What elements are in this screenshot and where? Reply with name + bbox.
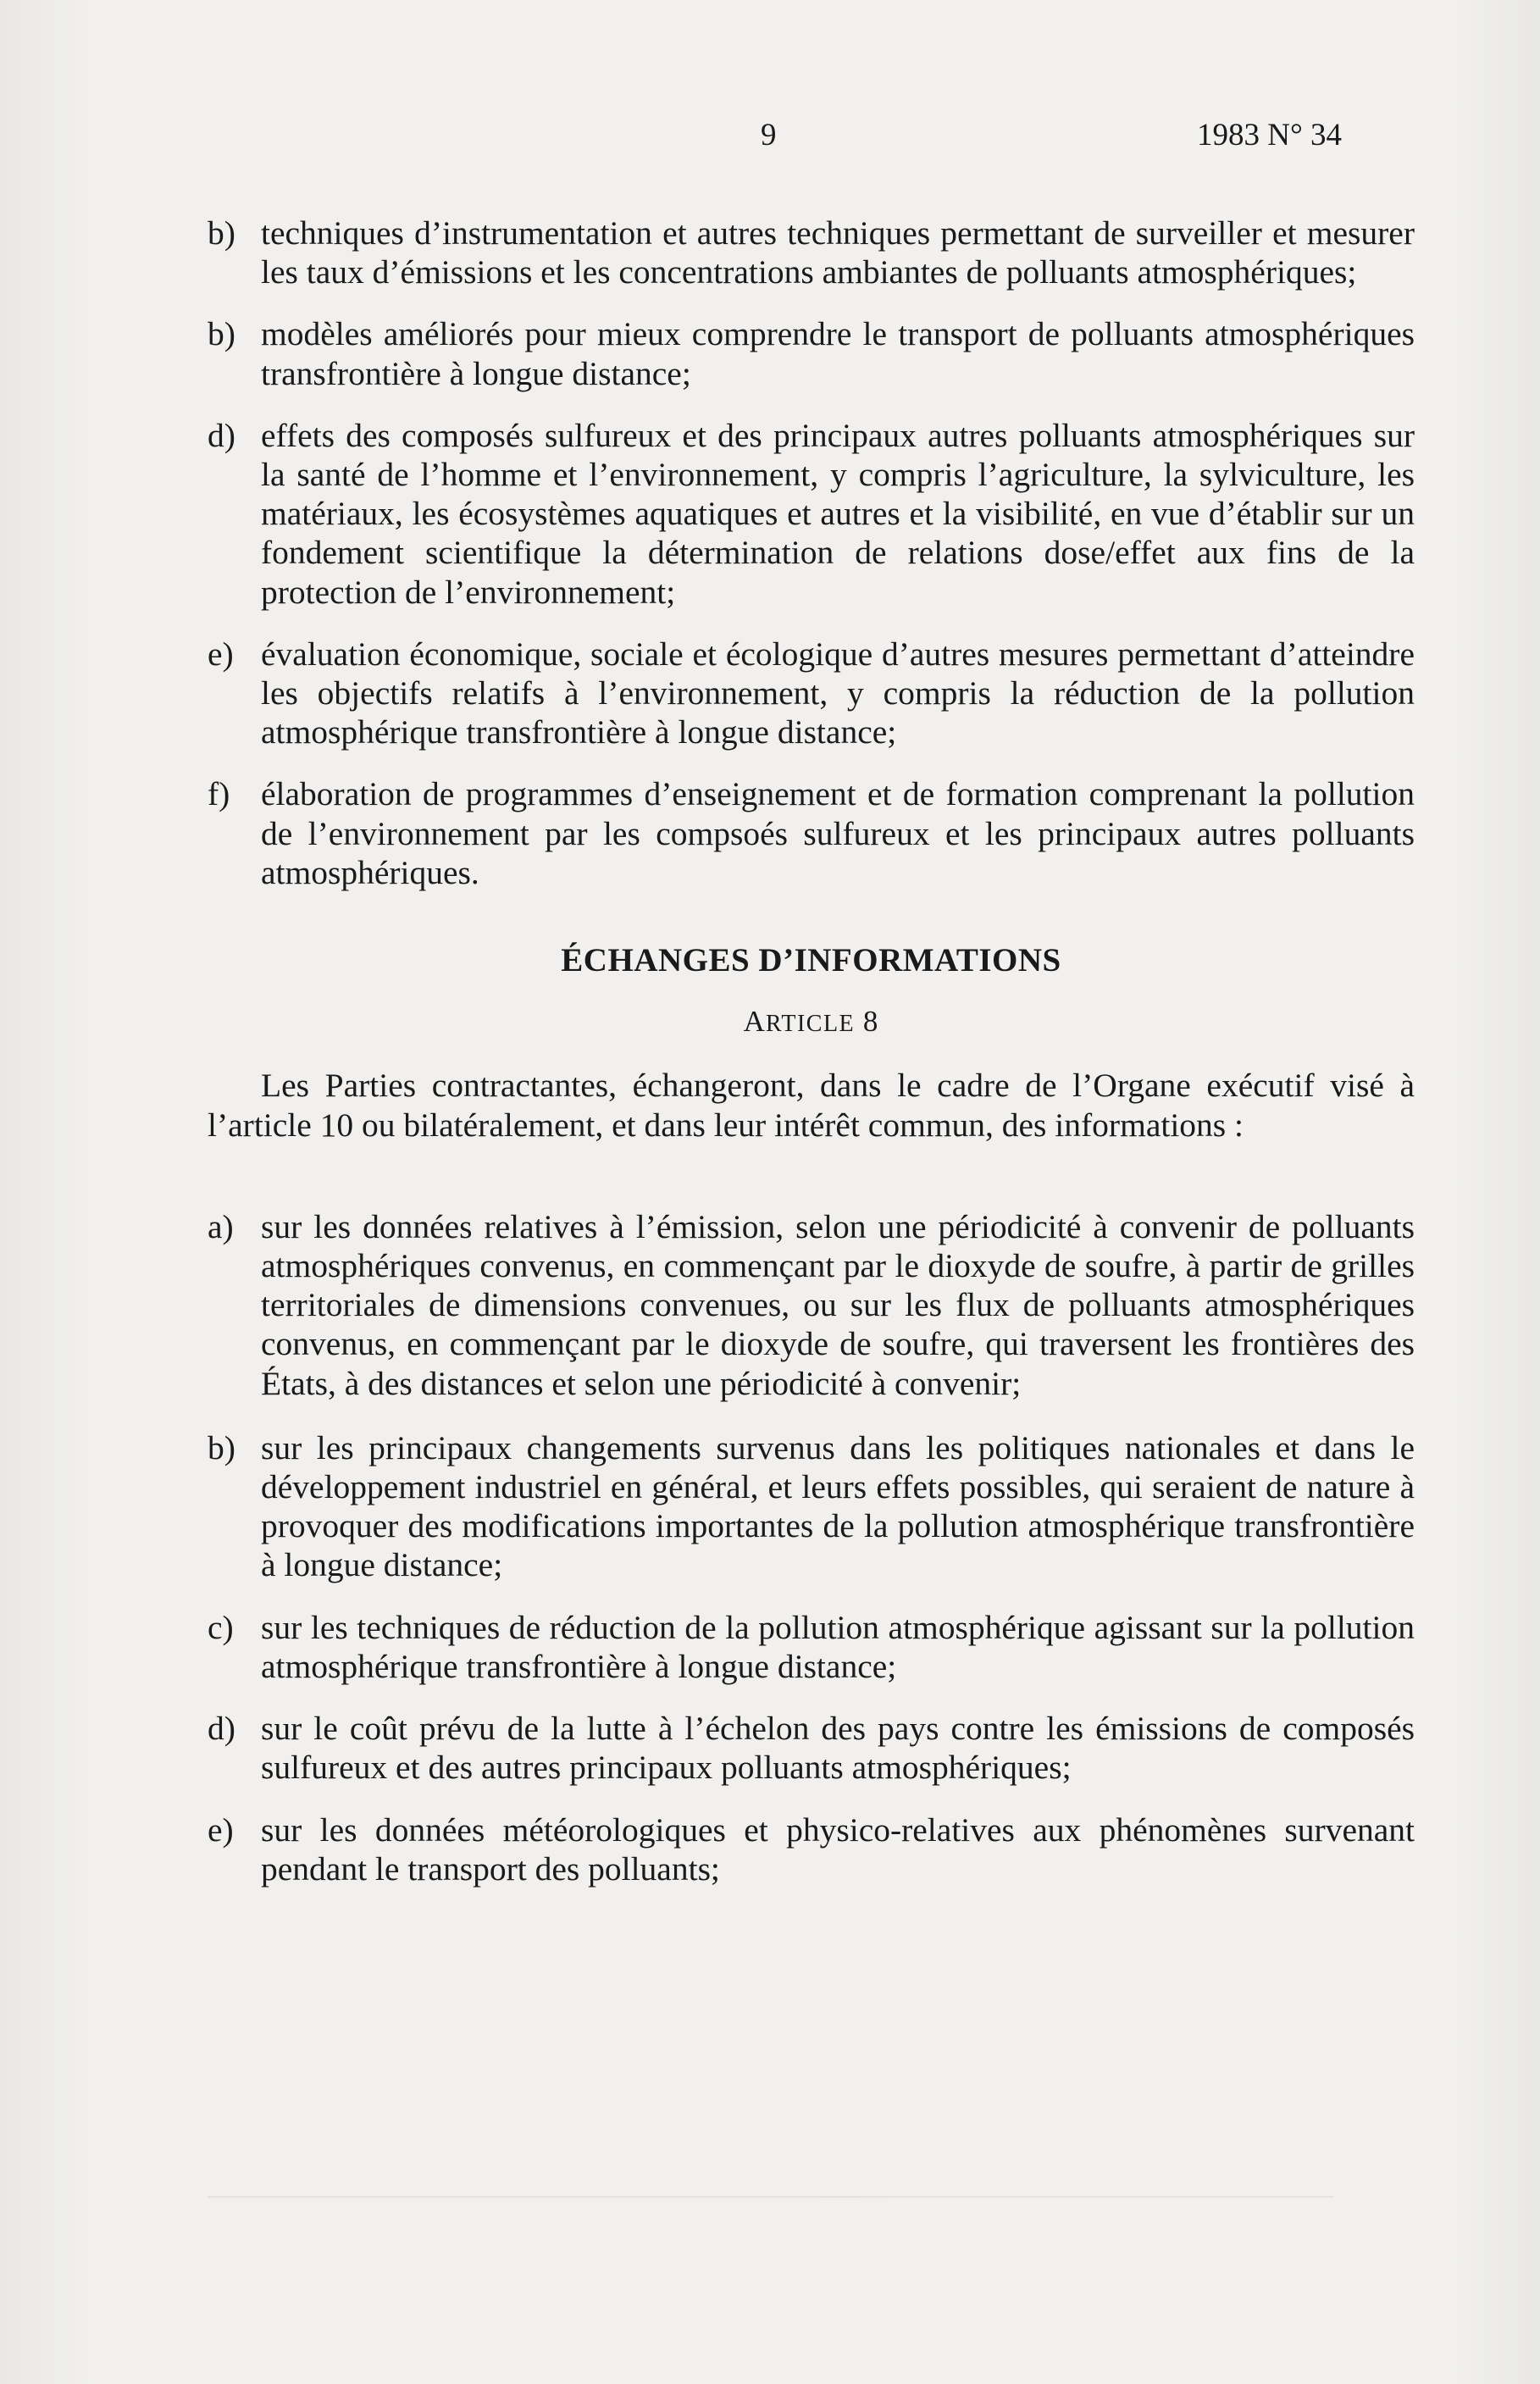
- item-text: sur les techniques de réduction de la pollution atmosphérique agissant sur la pollution atmosphérique transfrontière à longue distance;: [261, 1608, 1415, 1685]
- article-title: [208, 1002, 1415, 1044]
- item-text: sur le coût prévu de la lutte à l’échelon des pays contre les émissions de composés sulfureux et des autres principaux polluants atmosphériques;: [261, 1710, 1415, 1787]
- page-number: 9: [761, 118, 777, 152]
- list-item: [208, 416, 1415, 612]
- page-header: [0, 112, 1540, 163]
- list-item: [208, 774, 1415, 892]
- list-item: [208, 1709, 1415, 1787]
- item-label: d): [208, 1710, 235, 1748]
- article-number: 8: [862, 1005, 879, 1039]
- item-text: élaboration de programmes d’enseignement et de formation comprenant la pollution de l’environnement par les compsoés sulfureux et les principaux autres polluants atmosphériques.: [261, 775, 1415, 891]
- list-item: [208, 213, 1415, 291]
- list-item: [208, 1608, 1415, 1686]
- item-label: b): [208, 315, 235, 353]
- body-text: [208, 213, 1415, 1888]
- article-title-initial: A: [743, 1005, 766, 1039]
- item-text: modèles améliorés pour mieux comprendre le transport de polluants atmosphériques transfrontière à longue distance;: [261, 315, 1415, 392]
- item-text: évaluation économique, sociale et écologique d’autres mesures permettant d’atteindre les objectifs relatifs à l’environnement, y compris la réduction de la pollution atmosphérique transfrontière à longue distance;: [261, 635, 1415, 751]
- item-text: techniques d’instrumentation et autres techniques permettant de surveiller et mesurer les taux d’émissions et les concentrations ambiantes de polluants atmosphériques;: [261, 214, 1415, 291]
- item-label: c): [208, 1608, 234, 1646]
- item-text: sur les données météorologiques et physico-relatives aux phénomènes survenant pendant le transport des polluants;: [261, 1810, 1415, 1888]
- list-item: [208, 1428, 1415, 1585]
- item-text: sur les principaux changements survenus dans les politiques nationales et dans le développement industriel en général, et leurs effets possibles, qui seraient de nature à provoquer des modifications importantes de la pollution atmosphérique transfrontière à longue distance;: [261, 1428, 1415, 1584]
- item-label: a): [208, 1207, 234, 1245]
- section-heading: ÉCHANGES D’INFORMATIONS: [561, 942, 1061, 979]
- item-text: sur les données relatives à l’émission, selon une périodicité à convenir de polluants atmosphériques convenus, en commençant par le dioxyde de soufre, à partir de grilles territoriales de dimensions convenues, ou sur les flux de polluants atmosphériques convenus, en commençant par le dioxyde de soufre, qui traversent les frontières des États, à des distances et selon une périodicité à convenir;: [261, 1207, 1415, 1402]
- list-item: [208, 635, 1415, 752]
- item-label: e): [208, 1810, 234, 1849]
- article-title-rest: RTICLE: [765, 1011, 856, 1038]
- item-label: d): [208, 416, 235, 454]
- list-item: [208, 1207, 1415, 1403]
- bleed-through-rule: [208, 2196, 1334, 2198]
- item-label: b): [208, 1428, 235, 1466]
- item-label: b): [208, 214, 235, 252]
- item-label: f): [208, 775, 230, 813]
- document-number: 1983 N° 34: [1197, 118, 1343, 152]
- intro-paragraph: Les Parties contractantes, échangeront, dans le cadre de l’Organe exécutif visé à l’article 10 ou bilatéralement, et dans leur intérêt commun, des informations :: [208, 1067, 1415, 1144]
- item-label: e): [208, 635, 234, 673]
- list-item: [208, 314, 1415, 392]
- list-item: [208, 1810, 1415, 1888]
- item-text: effets des composés sulfureux et des principaux autres polluants atmosphériques sur la santé de l’homme et l’environnement, y compris l’agriculture, la sylviculture, les matériaux, les écosystèmes aquatiques et autres et la visibilité, en vue d’établir sur un fondement scientifique la détermination de relations dose/effet aux fins de la protection de l’environnement;: [261, 416, 1415, 611]
